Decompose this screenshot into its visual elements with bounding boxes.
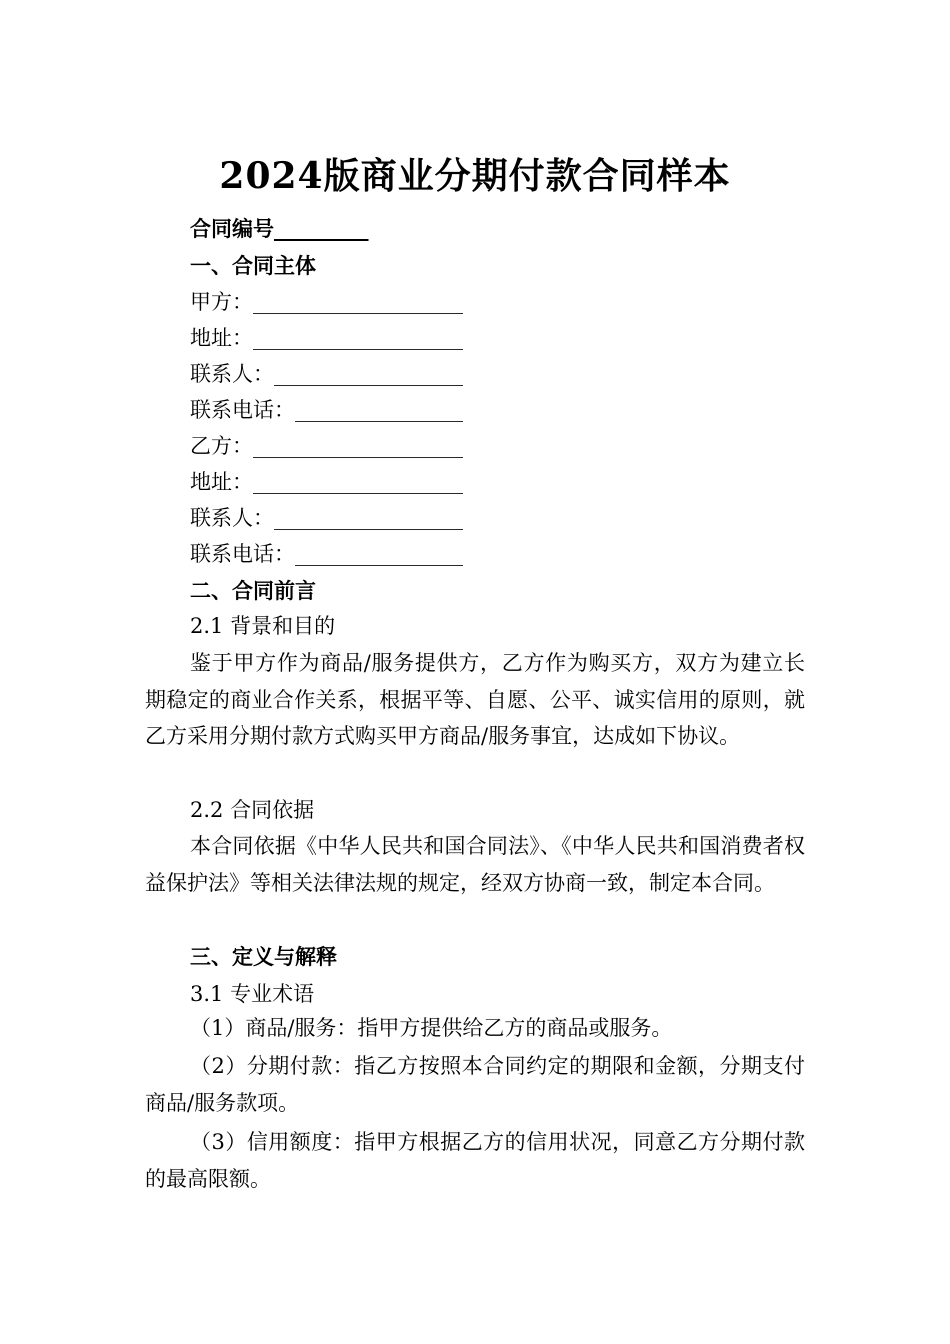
subheading-background: 2.1 背景和目的 <box>190 614 336 638</box>
section-heading-parties: 一、合同主体 <box>190 253 316 278</box>
section-heading-definitions: 三、定义与解释 <box>190 944 337 969</box>
party-a-contact-field: 联系人：__________________ <box>190 362 463 386</box>
party-a-phone-field: 联系电话：________________ <box>190 398 463 422</box>
party-b-contact-field: 联系人：__________________ <box>190 506 463 530</box>
subheading-terms: 3.1 专业术语 <box>190 982 315 1006</box>
document-title: 2024版商业分期付款合同样本 <box>219 155 731 197</box>
party-b-field: 乙方：____________________ <box>190 434 463 458</box>
definition-item-goods: （1）商品/服务：指甲方提供给乙方的商品或服务。 <box>190 1016 673 1040</box>
paragraph-basis: 本合同依据《中华人民共和国合同法》、《中华人民共和国消费者权益保护法》等相关法律法规的规定，经双方协商一致，制定本合同。 <box>145 834 805 895</box>
party-a-field: 甲方：____________________ <box>190 290 463 314</box>
subheading-basis: 2.2 合同依据 <box>190 798 315 822</box>
party-b-phone-field: 联系电话：________________ <box>190 542 463 566</box>
section-heading-preface: 二、合同前言 <box>190 578 316 603</box>
paragraph-background: 鉴于甲方作为商品/服务提供方，乙方作为购买方，双方为建立长期稳定的商业合作关系，根据平等、自愿、公平、诚实信用的原则，就乙方采用分期付款方式购买甲方商品/服务事宜，达成如下协议。 <box>145 651 805 748</box>
contract-number: 合同编号_________ <box>190 216 369 241</box>
definition-item-credit: （3）信用额度：指甲方根据乙方的信用状况，同意乙方分期付款的最高限额。 <box>145 1130 805 1191</box>
definition-item-installment: （2）分期付款：指乙方按照本合同约定的期限和金额，分期支付商品/服务款项。 <box>145 1054 805 1115</box>
party-b-address-field: 地址：____________________ <box>190 470 463 494</box>
party-a-address-field: 地址：____________________ <box>190 326 463 350</box>
